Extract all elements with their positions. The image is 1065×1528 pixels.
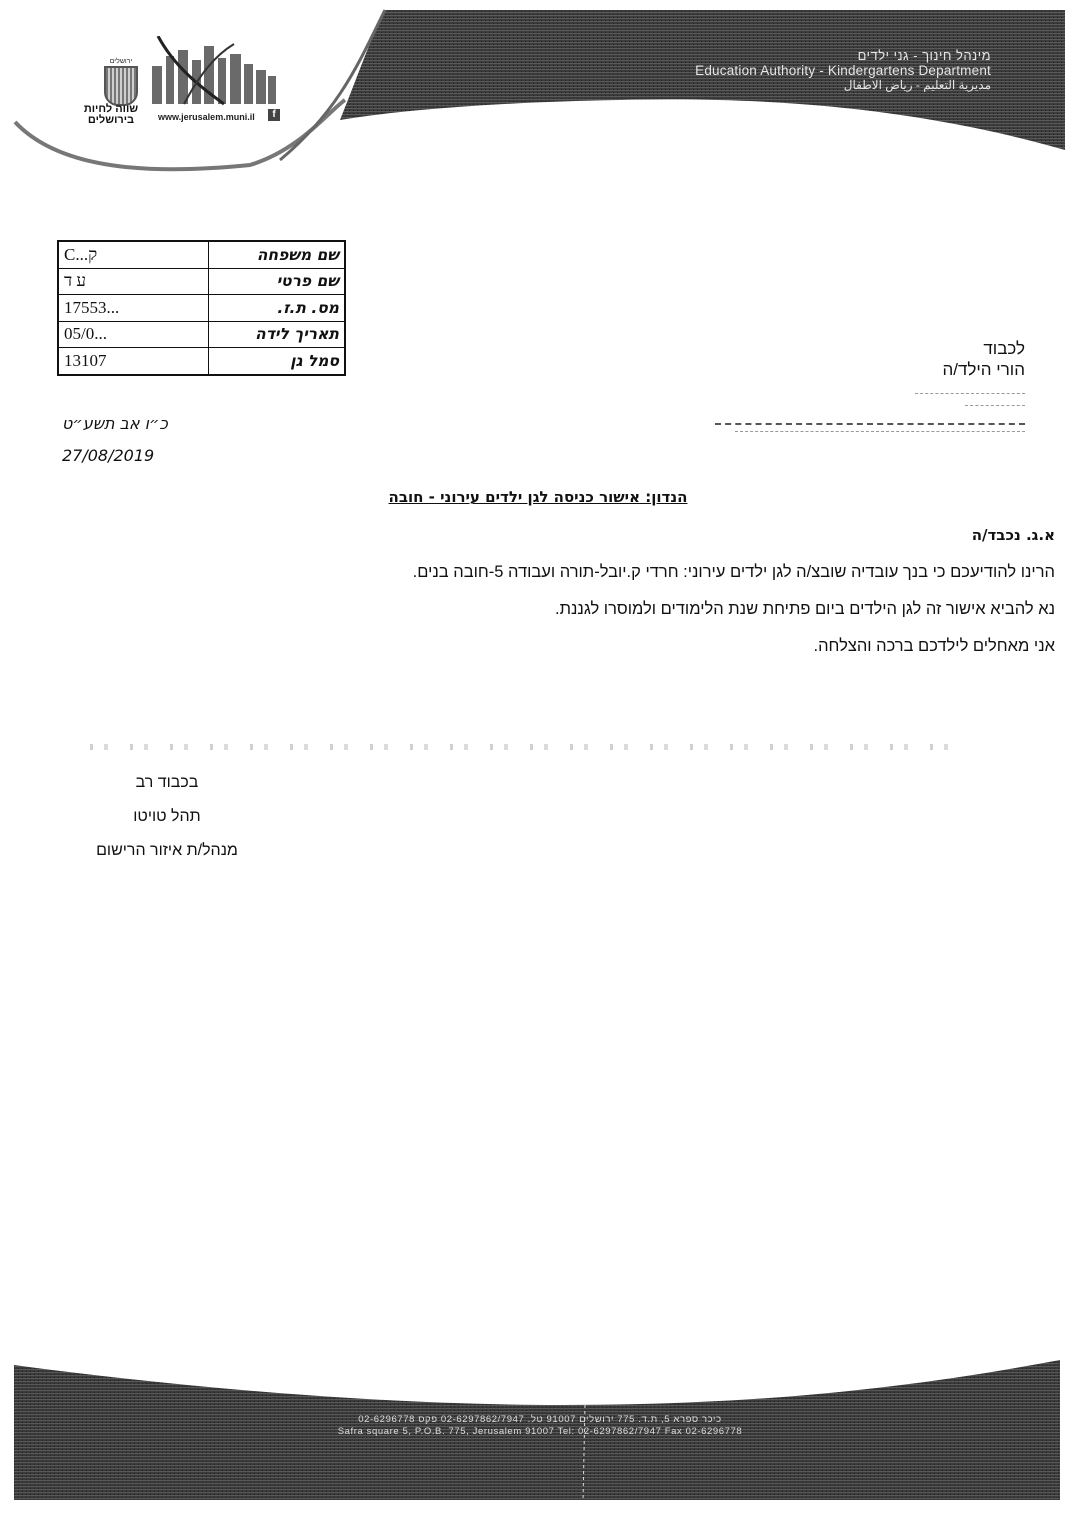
skyline-illustration-icon xyxy=(144,36,284,106)
greeting: א.ג. נכבד/ה xyxy=(971,526,1055,544)
signature-block xyxy=(62,766,272,868)
municipality-url: www.jerusalem.muni.il xyxy=(158,112,255,122)
subject-line: הנדון: אישור כניסה לגן ילדים עירוני - חובה xyxy=(388,488,688,506)
slogan xyxy=(80,104,142,126)
department-title-block xyxy=(695,48,991,93)
label-id-number: מס. ת.ז. xyxy=(209,295,346,322)
value-id-number: ...17553 xyxy=(58,295,209,322)
footer-band xyxy=(0,1360,1065,1528)
footer-address-english: Safra square 5, P.O.B. 775, Jerusalem 91007 Tel: 02-6297862/7947 Fax 02-6296778 xyxy=(337,1426,743,1437)
emblem-caption: ירושלים xyxy=(109,58,133,65)
student-info-table xyxy=(57,240,346,376)
gregorian-date: 27/08/2019 xyxy=(62,446,155,465)
department-arabic: مديرية التعليم - رياض الاطفال xyxy=(843,78,991,92)
value-birth-date: ...05/0 xyxy=(58,321,209,348)
footer-address-hebrew: כיכר ספרא 5, ת.ד. 775 ירושלים 91007 טל. 02-6297862/7947 פקס 02-6296778 xyxy=(358,1414,722,1425)
jerusalem-municipality-logo xyxy=(80,36,290,128)
label-birth-date: תאריך לידה xyxy=(209,321,346,348)
scan-artifact-line xyxy=(90,744,950,750)
facebook-icon: f xyxy=(268,109,280,121)
table-row xyxy=(58,321,345,348)
signer-title: מנהל/ת איזור הרישום xyxy=(96,842,238,859)
label-kindergarten-code: סמל גן xyxy=(209,348,346,375)
table-row xyxy=(58,268,345,295)
table-row xyxy=(58,295,345,322)
recipient-salutation: לכבוד xyxy=(983,339,1025,358)
body-paragraph: הרינו להודיעכם כי בנך עובדיה שובצ/ה לגן ילדים עירוני: חרדי ק.יובל-תורה ועבודה 5-חובה בנים. xyxy=(412,563,1055,581)
recipient-name: הורי הילד/ה xyxy=(942,360,1025,379)
department-hebrew: מינהל חינוך - גני ילדים xyxy=(857,48,991,63)
body-paragraph: נא להביא אישור זה לגן הילדים ביום פתיחת שנת הלימודים ולמוסרו לגננת. xyxy=(555,600,1055,618)
slogan-line-1: שווה לחיות xyxy=(83,103,139,115)
date-block xyxy=(62,408,168,472)
table-row xyxy=(58,348,345,375)
closing: בכבוד רב xyxy=(135,774,199,791)
letter-body xyxy=(55,526,1055,671)
recipient-block xyxy=(942,338,1025,380)
city-emblem-icon xyxy=(104,66,138,106)
footer-address xyxy=(270,1414,810,1438)
value-last-name: ק...C xyxy=(58,241,209,268)
value-kindergarten-code: 13107 xyxy=(58,348,209,375)
hebrew-date: כ״ו אב תשע״ט xyxy=(62,414,168,433)
department-english: Education Authority - Kindergartens Department xyxy=(695,63,991,78)
label-first-name: שם פרטי xyxy=(209,268,346,295)
value-first-name: ע ד xyxy=(58,268,209,295)
label-last-name: שם משפחה xyxy=(209,241,346,268)
signer-name: תהל טויטו xyxy=(133,808,201,825)
table-row xyxy=(58,241,345,268)
redacted-address xyxy=(705,385,1025,435)
body-paragraph: אני מאחלים לילדכם ברכה והצלחה. xyxy=(813,637,1055,655)
slogan-line-2: בירושלים xyxy=(87,114,135,126)
